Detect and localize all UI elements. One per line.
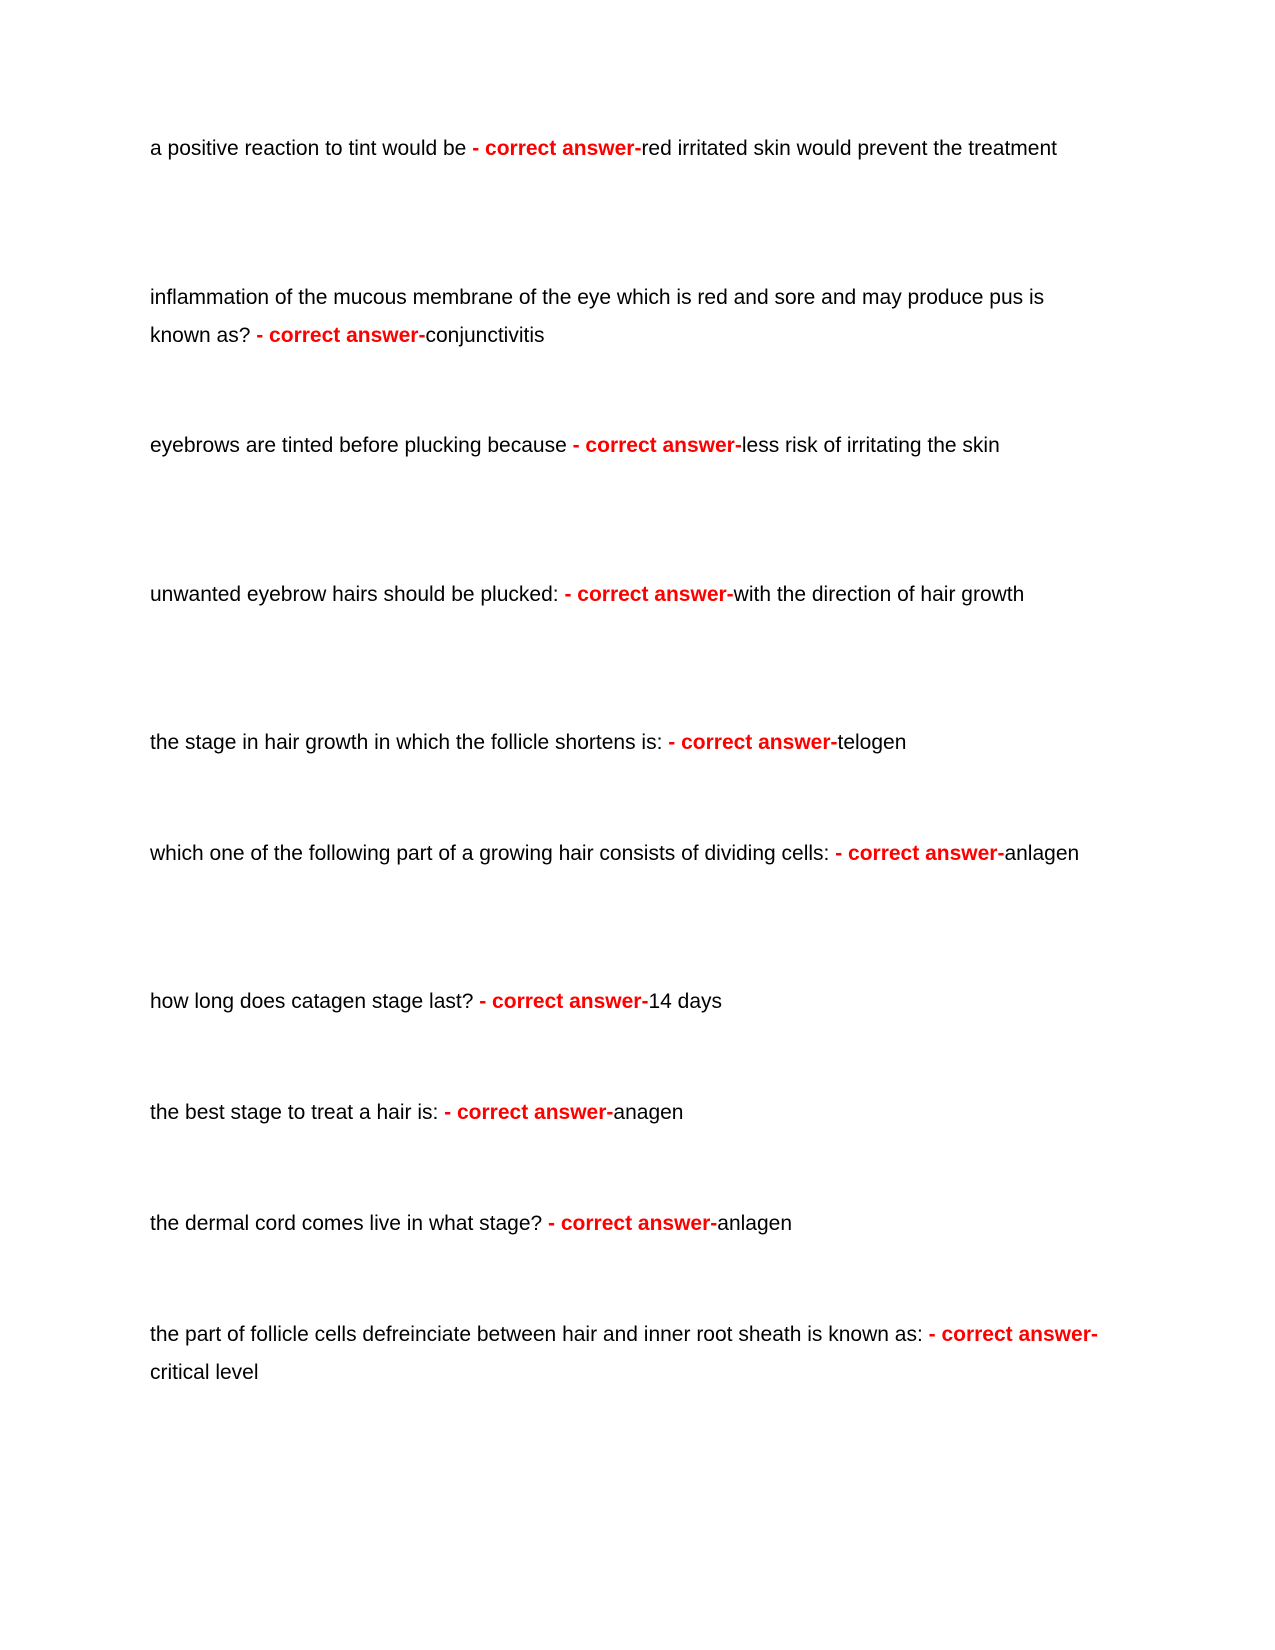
- answer-label: - correct answer-: [572, 434, 742, 457]
- qa-item: [150, 1094, 1110, 1132]
- answer-label: - correct answer-: [256, 324, 426, 347]
- qa-item: [150, 724, 1110, 762]
- answer-label: - correct answer-: [472, 137, 642, 160]
- question-text: a positive reaction to tint would be: [150, 137, 473, 160]
- qa-item: [150, 576, 1110, 614]
- question-text: how long does catagen stage last?: [150, 990, 480, 1013]
- answer-text: red irritated skin would prevent the treatment: [641, 137, 1057, 160]
- answer-text: anlagen: [1004, 842, 1080, 865]
- question-text: unwanted eyebrow hairs should be plucked:: [150, 583, 565, 606]
- answer-label: - correct answer-: [548, 1212, 718, 1235]
- qa-item: [150, 130, 1110, 168]
- question-text: the part of follicle cells defreinciate between hair and inner root sheath is known as:: [150, 1323, 929, 1346]
- qa-item: [150, 835, 1110, 873]
- answer-label: - correct answer-: [928, 1323, 1098, 1346]
- qa-item: [150, 427, 1110, 465]
- answer-text: critical level: [150, 1361, 259, 1384]
- answer-text: 14 days: [648, 990, 723, 1013]
- question-text: the stage in hair growth in which the follicle shortens is:: [150, 731, 669, 754]
- question-text: the dermal cord comes live in what stage?: [150, 1212, 549, 1235]
- answer-text: with the direction of hair growth: [733, 583, 1025, 606]
- qa-item: [150, 1205, 1110, 1243]
- answer-text: anagen: [613, 1101, 684, 1124]
- question-text: inflammation of the mucous membrane of the eye which is red and sore and may produce pus is known as?: [150, 286, 1045, 347]
- answer-label: - correct answer-: [444, 1101, 614, 1124]
- answer-label: - correct answer-: [564, 583, 734, 606]
- answer-text: telogen: [837, 731, 907, 754]
- question-text: which one of the following part of a growing hair consists of dividing cells:: [150, 842, 836, 865]
- answer-text: conjunctivitis: [425, 324, 545, 347]
- qa-item: [150, 279, 1110, 355]
- answer-text: less risk of irritating the skin: [741, 434, 1000, 457]
- question-text: the best stage to treat a hair is:: [150, 1101, 445, 1124]
- question-text: eyebrows are tinted before plucking because: [150, 434, 573, 457]
- qa-item: [150, 1316, 1110, 1392]
- answer-label: - correct answer-: [479, 990, 649, 1013]
- answer-label: - correct answer-: [835, 842, 1005, 865]
- answer-text: anlagen: [717, 1212, 793, 1235]
- qa-item: [150, 983, 1110, 1021]
- answer-label: - correct answer-: [668, 731, 838, 754]
